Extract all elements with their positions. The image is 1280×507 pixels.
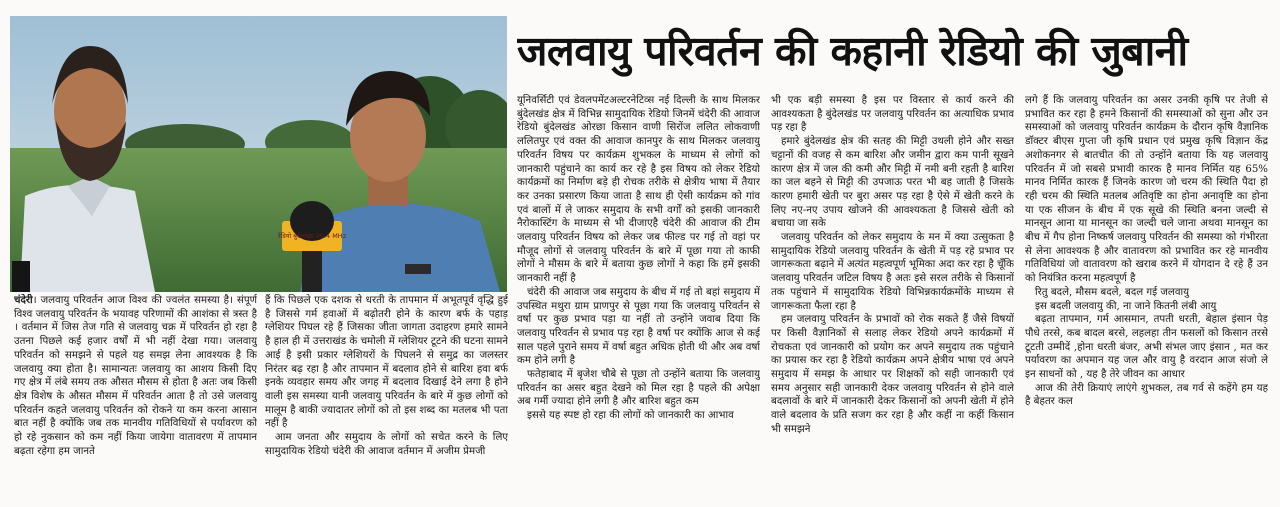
headline: जलवायु परिवर्तन की कहानी रेडियो की जुबानी bbox=[517, 27, 1188, 75]
dateline: चंदेरी bbox=[14, 294, 33, 306]
paragraph: फतेहाबाद में बृजेश चौबे से पूछा तो उन्होंने बताया कि जलवायु परिवर्तन का असर बहुत देखने को मिल रहा है पहले की अपेक्षा अब गर्मी ज्यादा होने लगी है और बारिश बहुत कम bbox=[517, 369, 760, 408]
mic-label: रेडियो बुंदेलखंड 90.4 MHz bbox=[277, 232, 347, 240]
poem-stanza: बढ़ता तापमान, गर्म आसमान, तपती धरती, बेहाल इंसान पेड़ पौधे तरसे, कब बादल बरसे, लहलहा तीन फसलों को किसान तरसे टूटती उम्मीदें ,होना धरती बंजर, अभी संभल जाए इंसान , मत कर पर्यावरण का अपमान यह जल और वायु है वरदान आज संजो ले इन साधनों को , यह है तेरे जीवन का आधार bbox=[1025, 314, 1268, 381]
paragraph: भी एक बड़ी समस्या है इस पर विस्तार से कार्य करने की आवश्यकता है बुंदेलखंड पर जलवायु परिवर्तन का अत्याधिक प्रभाव पड़ रहा है bbox=[771, 95, 1014, 134]
poem-line: रितु बदले, मौसम बदले, बदल गई जलवायु bbox=[1035, 286, 1190, 298]
paragraph: हम जलवायु परिवर्तन के प्रभावों को रोक सकते हैं जैसे विषयों पर किसी वैज्ञानिकों से सलाह लेकर रेडियो अपने कार्यक्रमों में रोचकता एवं जानकारी को प्रयोग कर अपने समुदाय तक पहुंचाने का प्रयास कर रहा है रेडियो कार्यक्रम अपने क्षेत्रीय भाषा एवं अपने समुदाय में समझ के आधार पर शिक्षकों को सही जानकारी एवं समय अनुसार सही जानकारी देकर जलवायु परिवर्तन से होने वाले बदलावों के बारे में जानकारी देकर किसानों को अपनी खेती में होने वाले बदलाव के प्रति सजग कर रहा है और कहीं ना कहीं किसान भी समझने bbox=[771, 314, 1014, 435]
paragraph-text: । जलवायु परिवर्तन आज विश्व की ज्वलंत समस्या है। संपूर्ण विश्व जलवायु परिवर्तन के भयावह परिणामों की आशंका से त्रस्त है । वर्तमान में जिस तेज गति से जलवायु चक्र में परिवर्तन हो रहा है उतना पिछले कई हजार वर्षों में भी नहीं देखा गया। जलवायु परिवर्तन को समझने से पहले यह समझ लेना आवश्यक है कि जलवायु क्या होता है। सामान्यतः जलवायु का आशय किसी दिए गए क्षेत्र में लंबे समय तक औसत मौसम से होता है अतः जब किसी क्षेत्र विशेष के औसत मौसम में परिवर्तन आता है तो उसे जलवायु परिवर्तन कहते जलवायु परिवर्तन को रोकने या कम करना आसान बात नहीं है क्योंकि जब तक मानवीय गतिविधियों से पर्यावरण को हो रहे नुकसान को कम नहीं किया जायेगा वातावरण में तापमान बढ़ता रहेगा हम जानते bbox=[14, 295, 257, 457]
poem-closing: आज की तेरी क्रियाएं लाएंगे शुभकल, तब गर्व से कहेंगे हम यह है बेहतर कल bbox=[1025, 382, 1268, 408]
paragraph: इससे यह स्पष्ट हो रहा की लोगों को जानकारी का आभाव bbox=[527, 410, 734, 422]
paragraph: हैं कि पिछले एक दशक से धरती के तापमान में अभूतपूर्व वृद्धि हुई है जिससे गर्म हवाओं में बढ़ोतरी होने के कारण बर्फ के पहाड़ ग्लेशियर पिघल रहे हैं जिसका जीता जागता उदाहरण हमारे सामने है हाल ही में उत्तराखंड के चमोली में ग्लेशियर टूटने की घटना सामने आई है इसी प्रकार ग्लेशियरों के पिघलने से समुद्र का जलस्तर निरंतर बढ़ रहा है और तापमान में बदलाव होने से बारिश हवा बर्फ इनके व्यवहार समय और जगह में बदलाव दिखाई देने लगा है होने वाली इस समस्या यानी जलवायु परिवर्तन के बारे में कुछ लोगों को मालूम है बाकी ज्यादातर लोगों को तो इस शब्द का मतलब भी पता नहीं है bbox=[265, 295, 508, 430]
poem-line: इस बदली जलवायु की, ना जाने कितनी लंबी आयु bbox=[1035, 300, 1217, 312]
paragraph bbox=[14, 294, 257, 458]
article-column-4 bbox=[771, 94, 1014, 502]
paragraph: यूनिवर्सिटी एवं डेवलपमेंटअल्टरनेटिव्स नई दिल्ली के साथ मिलकर बुंदेलखंड क्षेत्र में विभिन्न सामुदायिक रेडियो जिनमें चंदेरी की आवाज रेडियो बुंदेलखंड ओरछा किसान वाणी सिरोंज ललित लोकवाणी ललितपुर एवं वक्त की आवाज कानपुर के साथ मिलकर जलवायु परिवर्तन विषय पर कार्यक्रम शुभकल के माध्यम से लोगों को जानकारी पहुंचाने का कार्य कर रहे है इस विषय को लेकर रेडियो कार्यक्रमों का निर्माण बड़े ही रोचक तरीके से क्षेत्रीय भाषा में तैयार कर उनका प्रसारण किया जाता है साथ ही ऐसी कार्यक्रम को गांव एवं बालों में ले जाकर समुदाय के सभी वर्गों को इसकी जानकारी नैरोकास्टिंग के माध्यम से भी दीजाएहै चंदेरी की आवाज की टीम जलवायु परिवर्तन विषय को लेकर जब फील्ड पर गई तो वहां पर मौजूद लोगों से जलवायु परिवर्तन के बारे में पूछा गया तो काफी लोगों ने मौसम के बारे में बताया कुछ लोगों ने कहा कि हमें इसकी जानकारी नहीं है bbox=[517, 95, 760, 285]
paragraph: हमारे बुंदेलखंड क्षेत्र की सतह की मिट्टी उथली होने और सख्त चट्टानों की वजह से कम बारिश और जमीन द्वारा कम पानी सूखने कारण क्षेत्र में जल की कमी और मिट्टी में नमी बनी रहती है बारिश का जल बहने से मिट्टी की उपजाऊ परत भी बह जाती है जिसके कारण हमारी खेती पर बुरा असर पड़ रहा है ऐसे में खेती करने के लिए नए-नए उपाय खोजने की आवश्यकता है जिससे खेती को बचाया जा सके bbox=[771, 136, 1014, 230]
news-photo bbox=[10, 16, 507, 292]
paragraph: लगे हैं कि जलवायु परिवर्तन का असर उनकी कृषि पर तेजी से प्रभावित कर रहा है हमने किसानों की समस्याओं को सुना और उन समस्याओं को जलवायु परिवर्तन कार्यक्रम के दौरान कृषि वैज्ञानिक डॉक्टर बीएस गुप्ता जी कृषि प्रधान एवं प्रमुख कृषि विज्ञान केंद्र अशोकनगर से बातचीत की तो उन्होंने बताया कि यह जलवायु परिवर्तन में जो सबसे प्रभावी कारक है मानव निर्मित यह 65% मानव निर्मित कारक हैं जिनके कारण जो चरम की स्थिति पैदा हो रही चरम की स्थिति मतलब अतिवृष्टि का होना अनावृष्टि का होना या एक सीजन के बीच में एक सूखे की स्थिति बनना जल्दी से मानसून आना या मानसून का जल्दी चले जाना अथवा मानसून का बीच में गैप होना निष्कर्ष जलवायु परिवर्तन की समस्या को गंभीरता से लेना आवश्यक है और वातावरण को प्रभावित कर रहे मानवीय गतिविधियां जो वातावरण को खराब करने में योगदान दे रहे हैं उन को नियंत्रित करना महत्वपूर्ण है bbox=[1025, 95, 1268, 285]
article-column-5 bbox=[1025, 94, 1268, 502]
camera-mic-left bbox=[12, 261, 30, 292]
article-column-3 bbox=[517, 94, 760, 502]
paragraph: जलवायु परिवर्तन को लेकर समुदाय के मन में क्या उत्सुकता है सामुदायिक रेडियो जलवायु परिवर्तन के खेती में पड़ रहे प्रभाव पर जागरूकता बढ़ाने में अत्यंत महत्वपूर्ण भूमिका अदा कर रहा है चूँकि जलवायु परिवर्तन जटिल विषय है अतः इसे सरल तरीके से किसानों तक पहुंचाने में सामुदायिक रेडियो विभिन्नकार्यक्रमोंके माध्यम से जागरूकता फैला रहा है bbox=[771, 232, 1014, 312]
article-column-1 bbox=[14, 294, 257, 502]
paragraph: चंदेरी की आवाज जब समुदाय के बीच में गई तो बहां समुदाय में उपस्थित मथुरा ग्राम प्राणपुर से पूछा गया कि जलवायु परिवर्तन से वर्षा पर कुछ प्रभाव पड़ा या नहीं तो उन्होंने जवाब दिया कि जलवायु परिवर्तन से प्रभाव पड़ रहा है वर्षा पर क्योंकि आज से कई साल पहले पुराने समय में वर्षा बहुत अधिक होती थी और अब वर्षा कम होने लगी है bbox=[517, 286, 760, 367]
article-column-2 bbox=[265, 294, 508, 502]
paragraph: आम जनता और समुदाय के लोगों को सचेत करने के लिए सामुदायिक रेडियो चंदेरी की आवाज वर्तमान में अजीम प्रेमजी bbox=[265, 432, 508, 457]
